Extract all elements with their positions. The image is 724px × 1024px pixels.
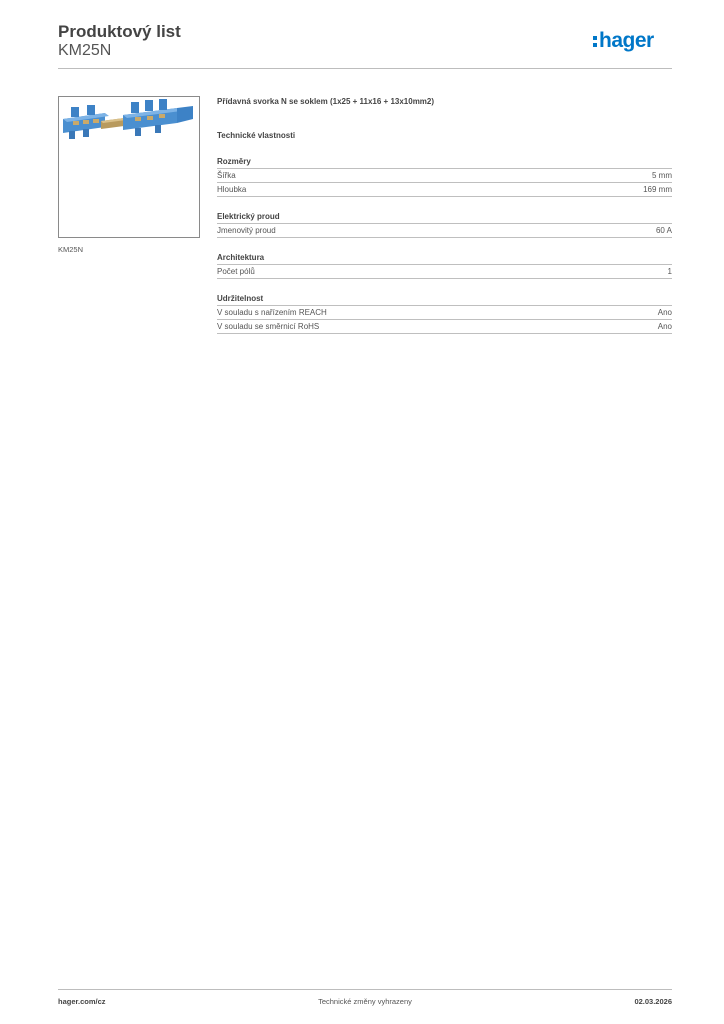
spec-row <box>217 320 672 334</box>
product-details <box>217 96 672 334</box>
section-dimensions <box>217 156 672 197</box>
spec-value: 5 mm <box>652 171 672 180</box>
section-title: Udržitelnost <box>217 293 672 306</box>
spec-row <box>217 183 672 197</box>
product-code: KM25N <box>58 42 112 59</box>
spec-label: V souladu s nařízením REACH <box>217 308 327 317</box>
section-title: Elektrický proud <box>217 211 672 224</box>
spec-value: Ano <box>657 308 672 317</box>
footer-website-link[interactable]: hager.com/cz <box>58 997 106 1006</box>
spec-label: Jmenovitý proud <box>217 226 276 235</box>
section-sustainability <box>217 293 672 334</box>
spec-value: 60 A <box>655 226 672 235</box>
image-caption: KM25N <box>58 245 84 254</box>
footer-date: 02.03.2026 <box>634 997 672 1006</box>
spec-value: Ano <box>657 322 672 331</box>
header-divider <box>58 68 672 69</box>
section-title: Rozměry <box>217 156 672 169</box>
product-image <box>58 96 200 238</box>
footer-note: Technické změny vyhrazeny <box>318 997 412 1006</box>
product-description: Přídavná svorka N se soklem (1x25 + 11x16 + 13x10mm2) <box>217 97 435 106</box>
spec-label: Počet pólů <box>217 267 255 276</box>
section-architecture <box>217 252 672 279</box>
spec-label: Hloubka <box>217 185 247 194</box>
spec-label: V souladu se směrnicí RoHS <box>217 322 320 331</box>
svg-text:hager: hager <box>599 29 654 52</box>
footer-divider <box>58 989 672 990</box>
spec-value: 1 <box>667 267 672 276</box>
document-title: Produktový list <box>58 22 181 41</box>
section-electric-current <box>217 211 672 238</box>
page-footer <box>58 997 672 1009</box>
hager-logo <box>592 26 672 54</box>
section-title: Architektura <box>217 252 672 265</box>
tech-properties-heading: Technické vlastnosti <box>217 131 296 140</box>
terminal-block-icon <box>59 97 199 237</box>
spec-row <box>217 306 672 320</box>
spec-row <box>217 169 672 183</box>
spec-label: Šířka <box>217 171 236 180</box>
spec-row <box>217 265 672 279</box>
page-header <box>58 20 672 70</box>
spec-value: 169 mm <box>643 185 672 194</box>
spec-row <box>217 224 672 238</box>
